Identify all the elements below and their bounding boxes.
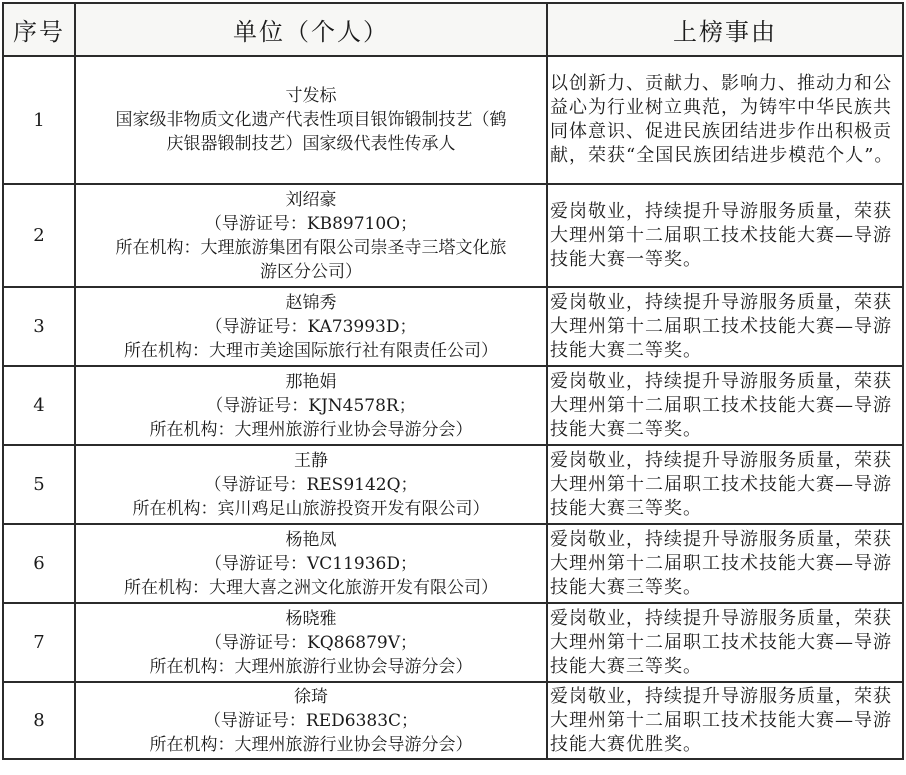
row-unit [75,682,547,759]
table-row [3,56,903,184]
row-reason: 爱岗敬业，持续提升导游服务质量，荣获大理州第十二届职工技术技能大赛—导游技能大赛一等奖。 [547,184,903,287]
unit-detail-line: （导游证号：KB89710O； [204,213,418,234]
table-row [3,524,903,603]
row-number: 5 [3,445,75,524]
unit-detail-line: （导游证号：VC11936D； [205,553,417,574]
table-row [3,287,903,366]
row-unit [75,603,547,682]
table-header-row [3,3,903,56]
unit-detail-line: 庆银器锻制技艺）国家级代表性传承人 [166,134,456,154]
row-reason: 爱岗敬业，持续提升导游服务质量，荣获大理州第十二届职工技术技能大赛—导游技能大赛二等奖。 [547,287,903,366]
unit-detail-line: 国家级非物质文化遗产代表性项目银饰锻制技艺（鹤 [115,110,507,130]
row-number: 4 [3,366,75,445]
unit-detail-line: 所在机构：大理州旅游行业协会导游分会） [149,734,473,755]
unit-detail-line: 所在机构：大理大喜之洲文化旅游开发有限公司） [124,577,498,598]
row-unit [75,366,547,445]
person-name: 赵锦秀 [285,292,337,313]
row-unit [75,184,547,287]
unit-detail-line: （导游证号：RED6383C； [203,710,419,731]
unit-detail-line: 游区分公司） [260,261,362,282]
row-unit [75,445,547,524]
row-number: 8 [3,682,75,759]
row-reason: 爱岗敬业，持续提升导游服务质量，荣获大理州第十二届职工技术技能大赛—导游技能大赛二等奖。 [547,366,903,445]
row-unit [75,524,547,603]
table-body [3,56,903,759]
table-row [3,445,903,524]
unit-detail-line: 所在机构：大理州旅游行业协会导游分会） [149,419,473,440]
row-reason: 爱岗敬业，持续提升导游服务质量，荣获大理州第十二届职工技术技能大赛—导游技能大赛三等奖。 [547,445,903,524]
row-reason: 爱岗敬业，持续提升导游服务质量，荣获大理州第十二届职工技术技能大赛—导游技能大赛优胜奖。 [547,682,903,759]
header-no: 序号 [3,3,75,56]
header-unit: 单位（个人） [75,3,547,56]
unit-detail-line: （导游证号：KQ86879V； [205,632,417,653]
unit-detail-line: （导游证号：RES9142Q； [204,474,418,495]
person-name: 杨艳凤 [285,529,337,550]
row-number: 6 [3,524,75,603]
row-number: 7 [3,603,75,682]
unit-detail-line: 所在机构：大理州旅游行业协会导游分会） [149,656,473,677]
row-reason: 爱岗敬业，持续提升导游服务质量，荣获大理州第十二届职工技术技能大赛—导游技能大赛三等奖。 [547,524,903,603]
honor-list-table [2,2,904,760]
person-name: 刘绍豪 [285,189,337,210]
person-name: 徐琦 [294,686,328,707]
unit-detail-line: （导游证号：KA73993D； [205,316,417,337]
person-name: 王静 [294,450,328,471]
person-name: 寸发标 [285,86,337,106]
unit-detail-line: 所在机构：大理市美途国际旅行社有限责任公司） [124,340,498,361]
table-row [3,184,903,287]
table-row [3,682,903,759]
row-reason: 爱岗敬业，持续提升导游服务质量，荣获大理州第十二届职工技术技能大赛—导游技能大赛三等奖。 [547,603,903,682]
unit-detail-line: 所在机构：大理旅游集团有限公司崇圣寺三塔文化旅 [115,237,507,258]
person-name: 那艳娟 [285,371,337,392]
row-number: 3 [3,287,75,366]
row-unit [75,287,547,366]
row-number: 1 [3,56,75,184]
person-name: 杨晓雅 [285,608,337,629]
table-row [3,603,903,682]
row-reason: 以创新力、贡献力、影响力、推动力和公益心为行业树立典范，为铸牢中华民族共同体意识、促进民族团结进步作出积极贡献，荣获“全国民族团结进步模范个人”。 [547,56,903,184]
row-unit [75,56,547,184]
unit-detail-line: （导游证号：KJN4578R； [206,395,416,416]
row-number: 2 [3,184,75,287]
header-reason: 上榜事由 [547,3,903,56]
table-row [3,366,903,445]
unit-detail-line: 所在机构：宾川鸡足山旅游投资开发有限公司） [132,498,490,519]
